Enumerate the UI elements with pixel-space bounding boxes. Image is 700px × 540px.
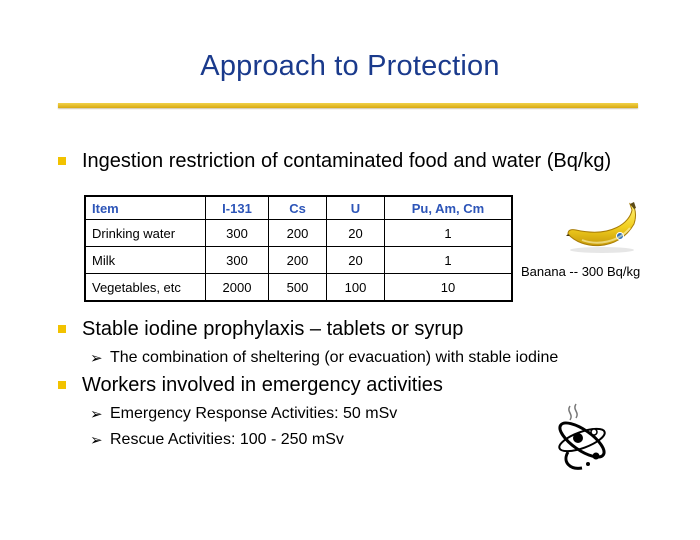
ingestion-limits-table bbox=[84, 195, 513, 302]
banana-icon bbox=[562, 200, 646, 256]
bullet-marker bbox=[58, 325, 66, 333]
sub-bullet-sheltering: The combination of sheltering (or evacuation) with stable iodine bbox=[110, 349, 559, 366]
sub-bullet-arrow: ➢ bbox=[90, 406, 103, 423]
sub-bullet-emergency-response: Emergency Response Activities: 50 mSv bbox=[110, 405, 398, 422]
cell-value: 200 bbox=[269, 247, 327, 274]
cell-value: 100 bbox=[327, 274, 385, 302]
sub-bullet-rescue: Rescue Activities: 100 - 250 mSv bbox=[110, 431, 344, 448]
cell-value: 1 bbox=[385, 220, 513, 247]
header-item: Item bbox=[85, 196, 206, 220]
sub-bullet-arrow: ➢ bbox=[90, 350, 103, 367]
cell-value: 2000 bbox=[206, 274, 269, 302]
bullet-workers: Workers involved in emergency activities bbox=[82, 374, 443, 396]
header-cs: Cs bbox=[269, 196, 327, 220]
table-header-row bbox=[85, 196, 512, 220]
cell-item: Vegetables, etc bbox=[85, 274, 206, 302]
table-row bbox=[85, 247, 512, 274]
page-title: Approach to Protection bbox=[200, 50, 500, 82]
cell-value: 300 bbox=[206, 220, 269, 247]
cell-item: Drinking water bbox=[85, 220, 206, 247]
header-pu-am-cm: Pu, Am, Cm bbox=[385, 196, 513, 220]
cell-value: 20 bbox=[327, 220, 385, 247]
cell-value: 10 bbox=[385, 274, 513, 302]
cell-value: 20 bbox=[327, 247, 385, 274]
cell-value: 1 bbox=[385, 247, 513, 274]
header-u: U bbox=[327, 196, 385, 220]
cell-value: 300 bbox=[206, 247, 269, 274]
atom-icon bbox=[548, 402, 614, 474]
cell-value: 200 bbox=[269, 220, 327, 247]
sub-bullet-arrow: ➢ bbox=[90, 432, 103, 449]
table-row bbox=[85, 220, 512, 247]
banana-caption: Banana -- 300 Bq/kg bbox=[521, 264, 641, 279]
table-row bbox=[85, 274, 512, 302]
cell-item: Milk bbox=[85, 247, 206, 274]
cell-value: 500 bbox=[269, 274, 327, 302]
bullet-marker bbox=[58, 157, 66, 165]
title-underline bbox=[58, 103, 638, 108]
bullet-ingestion: Ingestion restriction of contaminated food and water (Bq/kg) bbox=[82, 150, 612, 172]
bullet-marker bbox=[58, 381, 66, 389]
header-i131: I-131 bbox=[206, 196, 269, 220]
bullet-iodine: Stable iodine prophylaxis – tablets or syrup bbox=[82, 318, 464, 340]
